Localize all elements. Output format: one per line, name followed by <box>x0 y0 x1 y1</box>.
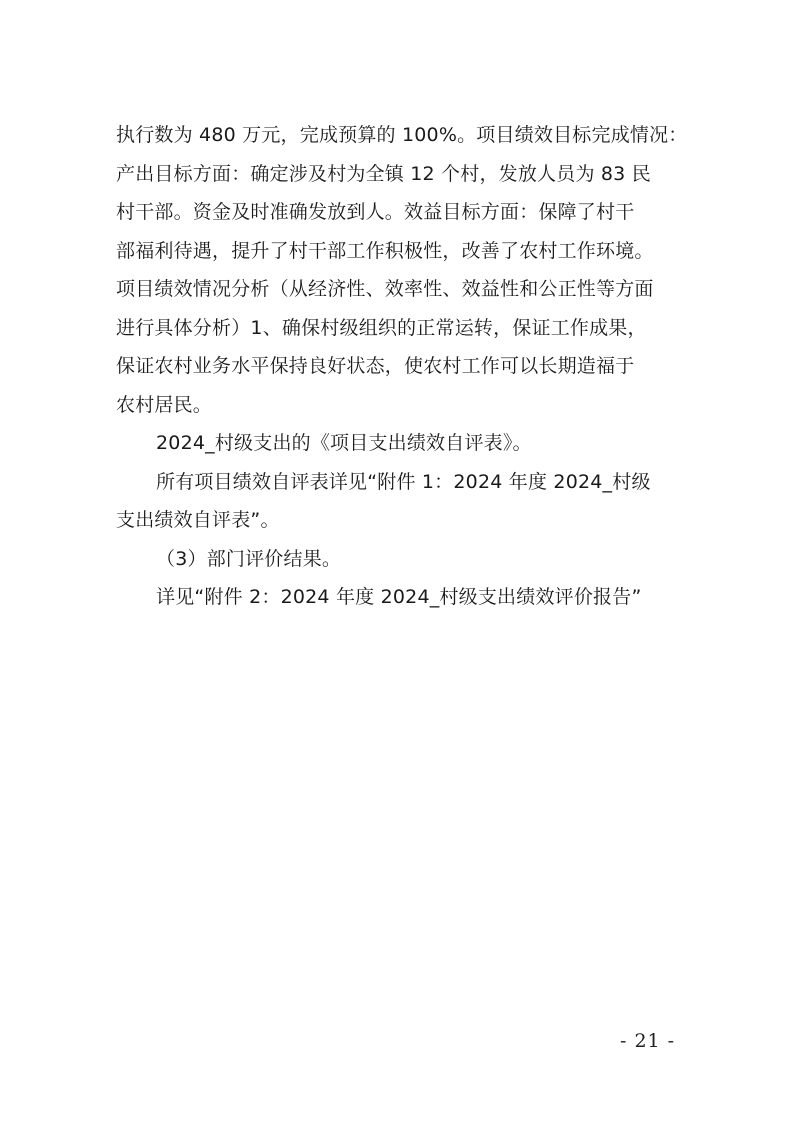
text-line: 所有项目绩效自评表详见“附件 1：2024 年度 2024_村级 <box>156 470 651 493</box>
paragraph-attachment-2: 详见“附件 2：2024 年度 2024_村级支出绩效评价报告” <box>156 586 642 608</box>
text-line: 保证农村业务水平保持良好状态，使农村工作可以长期造福于 <box>116 355 635 377</box>
paragraph-self-evaluation-table: 2024_村级支出的《项目支出绩效自评表》。 <box>156 432 532 454</box>
page-number: - 21 - <box>620 1030 676 1052</box>
text-line: 执行数为 480 万元，完成预算的 100%。项目绩效目标完成情况： <box>116 124 688 146</box>
text-line: 村干部。资金及时准确发放到人。效益目标方面：保障了村干 <box>116 201 635 223</box>
text-line: 支出绩效自评表”。 <box>116 509 280 531</box>
text-line: 部福利待遇，提升了村干部工作积极性，改善了农村工作环境。 <box>116 239 654 262</box>
paragraph-performance-summary <box>116 116 688 424</box>
text-line: 进行具体分析）1、确保村级组织的正常运转，保证工作成果， <box>116 316 647 339</box>
text-line: 农村居民。 <box>116 393 213 416</box>
section-heading-department-evaluation: （3）部门评价结果。 <box>156 547 342 570</box>
text-line: 项目绩效情况分析（从经济性、效率性、效益性和公正性等方面 <box>116 278 654 300</box>
paragraph-attachment-1 <box>116 463 682 540</box>
text-line: 产出目标方面：确定涉及村为全镇 12 个村，发放人员为 83 民 <box>116 162 651 185</box>
body-text <box>116 116 688 617</box>
